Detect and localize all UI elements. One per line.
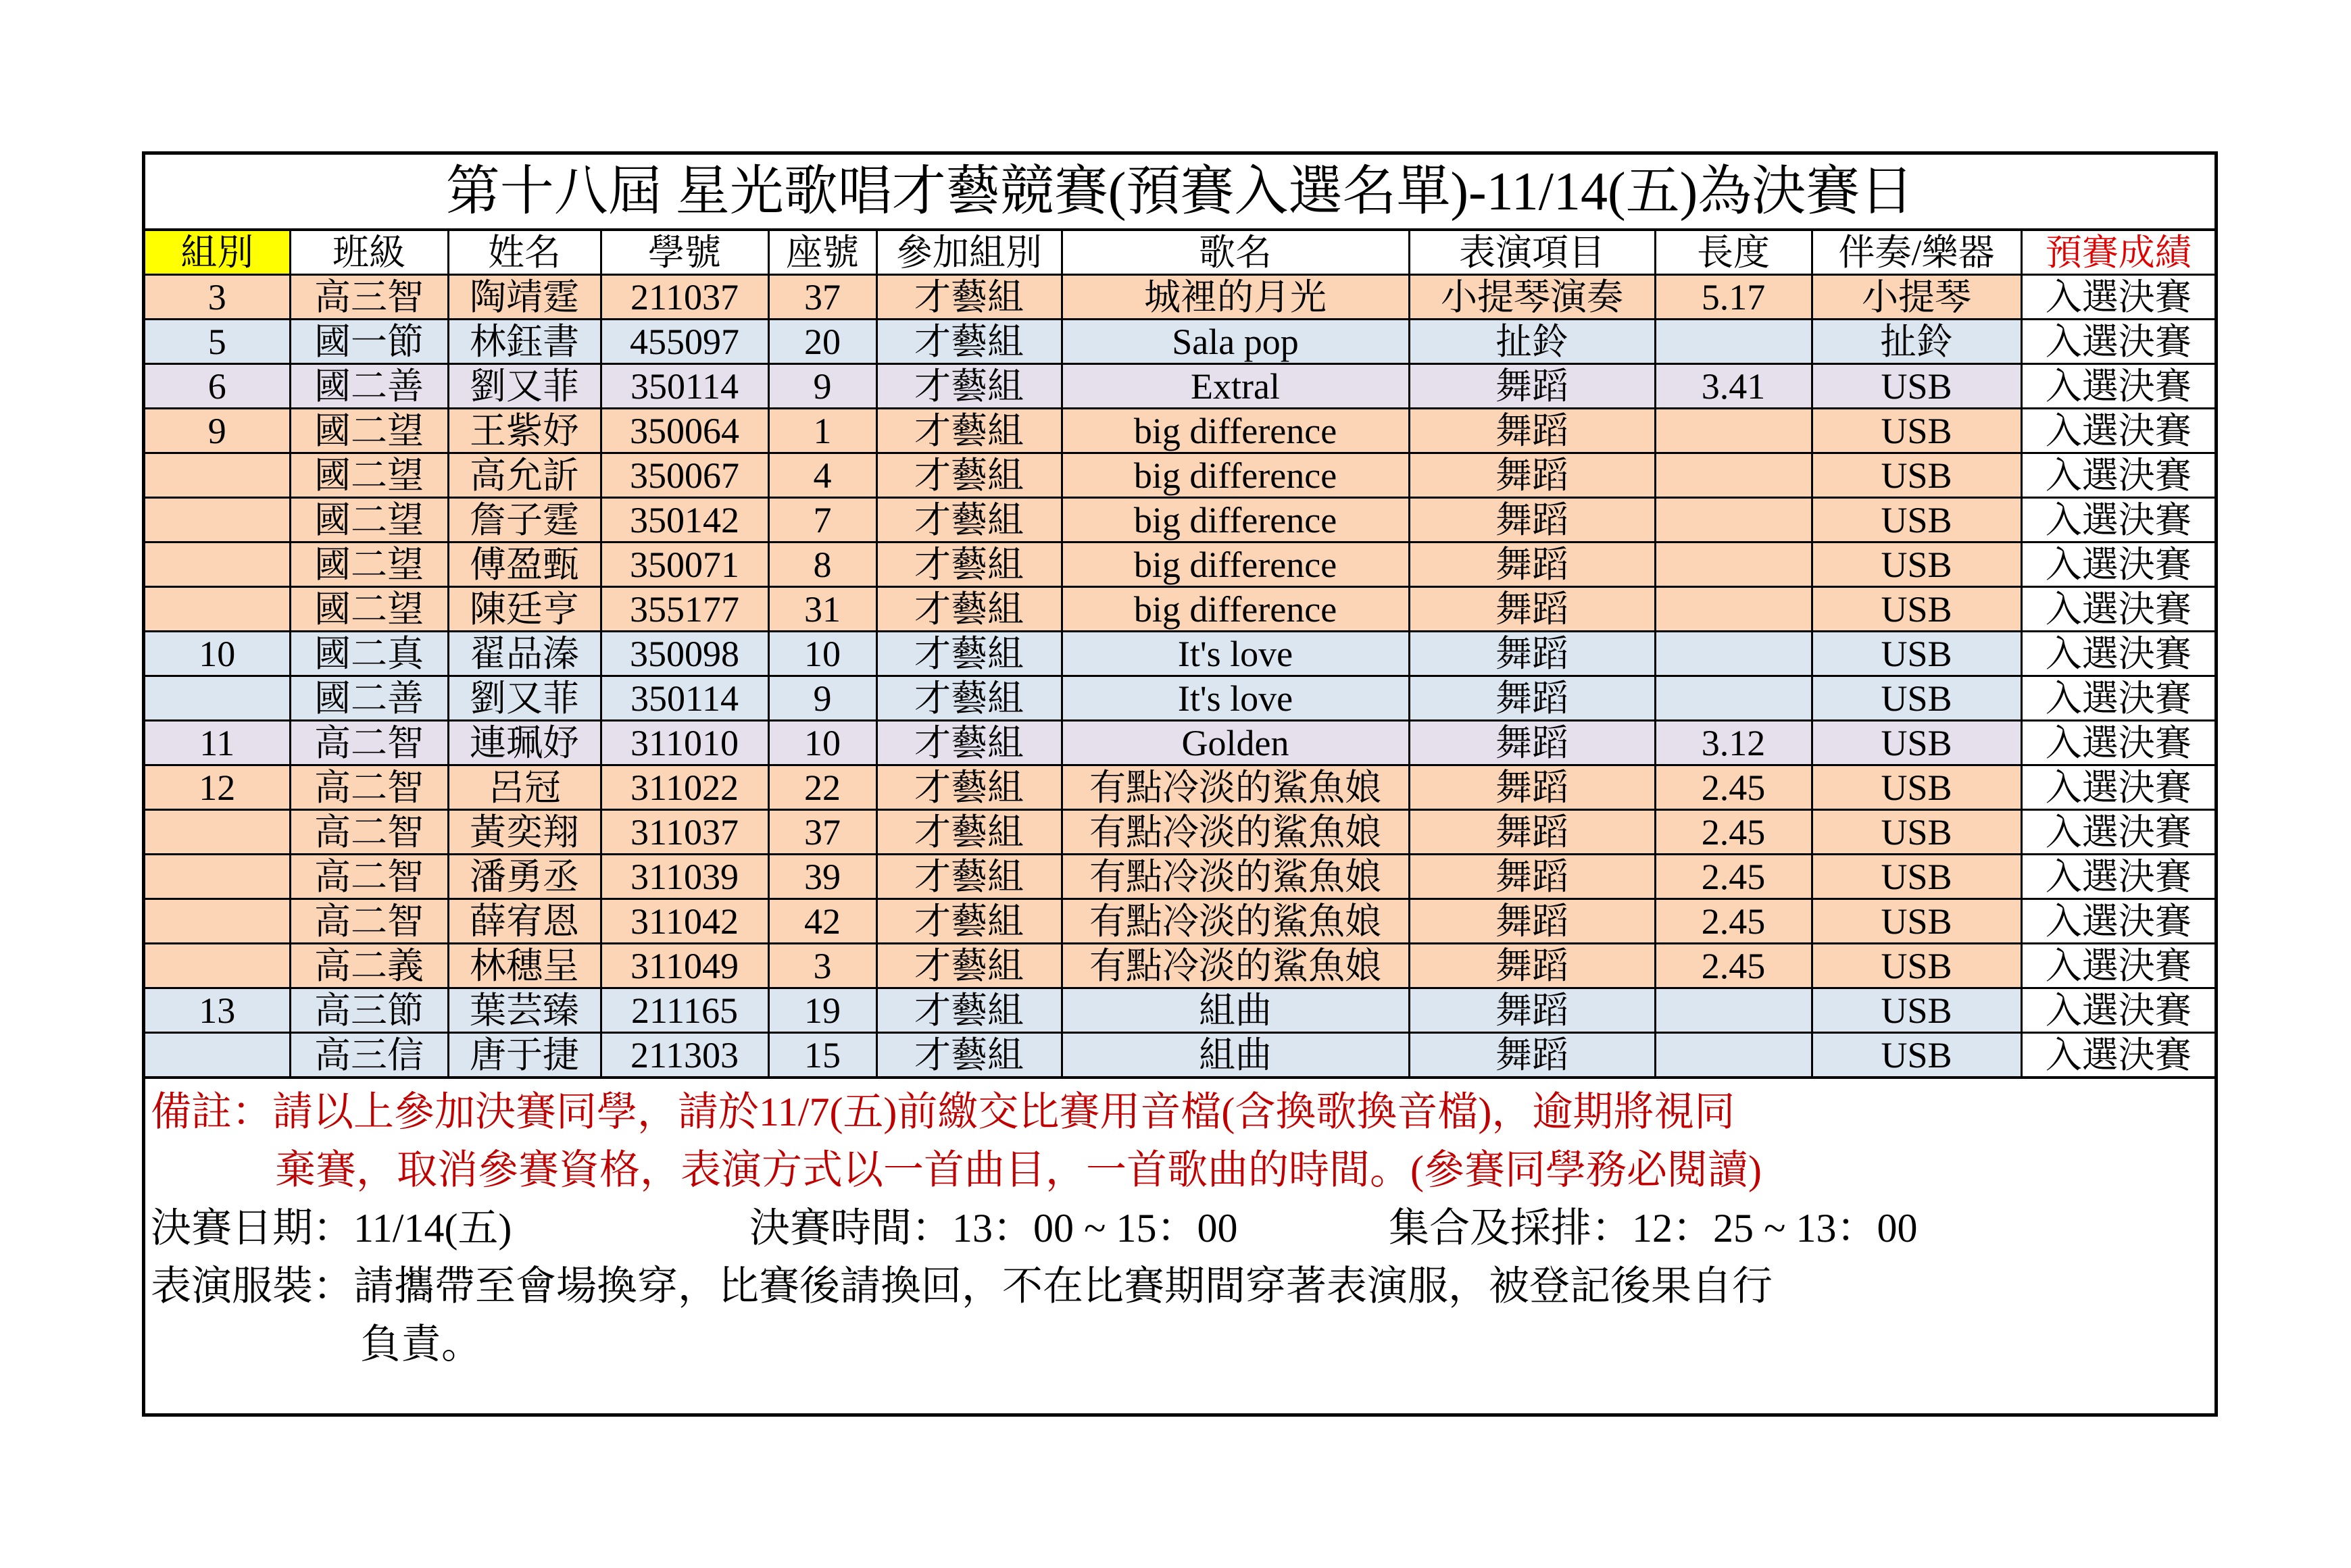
cell-length: 3.41 (1655, 364, 1812, 409)
header-group: 組別 (145, 231, 290, 275)
cell-name: 劉又菲 (448, 676, 601, 721)
table-row (145, 810, 2214, 855)
cell-student-id: 311049 (601, 944, 768, 988)
cell-accompaniment: USB (1812, 364, 2021, 409)
table-row (145, 765, 2214, 810)
cell-seat: 15 (768, 1033, 876, 1078)
cell-song: 有點冷淡的鯊魚娘 (1062, 855, 1409, 899)
cell-length (1655, 409, 1812, 453)
cell-result: 入選決賽 (2021, 721, 2214, 765)
cell-result: 入選決賽 (2021, 1033, 2214, 1078)
cell-student-id: 311042 (601, 899, 768, 944)
cell-song: big difference (1062, 453, 1409, 498)
cell-song: big difference (1062, 542, 1409, 587)
cell-student-id: 350064 (601, 409, 768, 453)
cell-performance: 舞蹈 (1409, 1033, 1655, 1078)
cell-accompaniment: USB (1812, 899, 2021, 944)
table-row (145, 320, 2214, 364)
cell-class: 高二智 (290, 721, 448, 765)
cell-result: 入選決賽 (2021, 988, 2214, 1033)
header-song: 歌名 (1062, 231, 1409, 275)
cell-result: 入選決賽 (2021, 453, 2214, 498)
cell-song: Sala pop (1062, 320, 1409, 364)
cell-accompaniment: 小提琴 (1812, 275, 2021, 320)
cell-seat: 9 (768, 676, 876, 721)
cell-seat: 31 (768, 587, 876, 632)
cell-seat: 19 (768, 988, 876, 1033)
cell-seat: 7 (768, 498, 876, 542)
cell-class: 國二善 (290, 676, 448, 721)
cell-group (145, 1033, 290, 1078)
cell-performance: 扯鈴 (1409, 320, 1655, 364)
table-row (145, 364, 2214, 409)
cell-category: 才藝組 (876, 320, 1062, 364)
cell-seat: 1 (768, 409, 876, 453)
cell-accompaniment: USB (1812, 944, 2021, 988)
cell-group: 10 (145, 632, 290, 676)
cell-student-id: 350071 (601, 542, 768, 587)
cell-category: 才藝組 (876, 453, 1062, 498)
cell-accompaniment: USB (1812, 632, 2021, 676)
cell-group: 11 (145, 721, 290, 765)
cell-seat: 8 (768, 542, 876, 587)
cell-performance: 舞蹈 (1409, 632, 1655, 676)
cell-length (1655, 676, 1812, 721)
cell-accompaniment: 扯鈴 (1812, 320, 2021, 364)
cell-song: 有點冷淡的鯊魚娘 (1062, 810, 1409, 855)
cell-song: big difference (1062, 409, 1409, 453)
remark-line-1: 備註：請以上參加決賽同學，請於11/7(五)前繳交比賽用音檔(含換歌換音檔)，逾期將視同 (151, 1090, 1735, 1134)
cell-name: 唐于捷 (448, 1033, 601, 1078)
cell-result: 入選決賽 (2021, 587, 2214, 632)
cell-result: 入選決賽 (2021, 275, 2214, 320)
cell-accompaniment: USB (1812, 810, 2021, 855)
cell-group (145, 498, 290, 542)
cell-name: 薛宥恩 (448, 899, 601, 944)
cell-accompaniment: USB (1812, 542, 2021, 587)
cell-student-id: 211303 (601, 1033, 768, 1078)
cell-class: 國二善 (290, 364, 448, 409)
cell-performance: 舞蹈 (1409, 587, 1655, 632)
cell-accompaniment: USB (1812, 988, 2021, 1033)
cell-song: It's love (1062, 632, 1409, 676)
table-row (145, 409, 2214, 453)
header-accompaniment: 伴奏/樂器 (1812, 231, 2021, 275)
cell-length: 2.45 (1655, 855, 1812, 899)
cell-student-id: 355177 (601, 587, 768, 632)
results-sheet (142, 151, 2218, 1417)
cell-result: 入選決賽 (2021, 542, 2214, 587)
cell-category: 才藝組 (876, 587, 1062, 632)
cell-student-id: 211165 (601, 988, 768, 1033)
cell-seat: 42 (768, 899, 876, 944)
cell-length: 5.17 (1655, 275, 1812, 320)
header-length: 長度 (1655, 231, 1812, 275)
cell-length (1655, 498, 1812, 542)
cell-group (145, 676, 290, 721)
cell-performance: 舞蹈 (1409, 498, 1655, 542)
costume-line-1: 表演服裝：請攜帶至會場換穿，比賽後請換回，不在比賽期間穿著表演服，被登記後果自行 (151, 1264, 1773, 1309)
cell-result: 入選決賽 (2021, 765, 2214, 810)
cell-class: 高二智 (290, 765, 448, 810)
cell-name: 王紫妤 (448, 409, 601, 453)
cell-group (145, 855, 290, 899)
cell-class: 國二望 (290, 453, 448, 498)
table-row (145, 1033, 2214, 1078)
cell-length (1655, 1033, 1812, 1078)
cell-accompaniment: USB (1812, 587, 2021, 632)
cell-student-id: 455097 (601, 320, 768, 364)
cell-name: 黃奕翔 (448, 810, 601, 855)
cell-category: 才藝組 (876, 944, 1062, 988)
cell-category: 才藝組 (876, 765, 1062, 810)
cell-performance: 小提琴演奏 (1409, 275, 1655, 320)
cell-group: 9 (145, 409, 290, 453)
cell-name: 陳廷亨 (448, 587, 601, 632)
cell-category: 才藝組 (876, 275, 1062, 320)
cell-result: 入選決賽 (2021, 632, 2214, 676)
costume-line-2: 負責。 (360, 1322, 482, 1367)
table-row (145, 988, 2214, 1033)
cell-group: 12 (145, 765, 290, 810)
cell-seat: 3 (768, 944, 876, 988)
cell-name: 詹子霆 (448, 498, 601, 542)
cell-class: 高三節 (290, 988, 448, 1033)
header-performance: 表演項目 (1409, 231, 1655, 275)
cell-class: 高二智 (290, 810, 448, 855)
cell-seat: 22 (768, 765, 876, 810)
cell-result: 入選決賽 (2021, 944, 2214, 988)
cell-student-id: 311022 (601, 765, 768, 810)
cell-performance: 舞蹈 (1409, 765, 1655, 810)
final-date: 決賽日期：11/14(五) (151, 1206, 512, 1250)
cell-length: 2.45 (1655, 765, 1812, 810)
cell-category: 才藝組 (876, 721, 1062, 765)
cell-length (1655, 632, 1812, 676)
cell-length (1655, 587, 1812, 632)
cell-name: 傅盈甄 (448, 542, 601, 587)
header-name: 姓名 (448, 231, 601, 275)
cell-name: 潘勇丞 (448, 855, 601, 899)
cell-result: 入選決賽 (2021, 364, 2214, 409)
cell-song: big difference (1062, 498, 1409, 542)
cell-student-id: 211037 (601, 275, 768, 320)
cell-class: 高三信 (290, 1033, 448, 1078)
finalists-table (145, 231, 2214, 1079)
cell-category: 才藝組 (876, 364, 1062, 409)
cell-class: 高二智 (290, 855, 448, 899)
cell-group: 6 (145, 364, 290, 409)
cell-class: 國二望 (290, 498, 448, 542)
cell-class: 高三智 (290, 275, 448, 320)
notes-section (145, 1079, 2214, 1373)
cell-song: 城裡的月光 (1062, 275, 1409, 320)
cell-group (145, 810, 290, 855)
cell-performance: 舞蹈 (1409, 721, 1655, 765)
cell-name: 呂冠 (448, 765, 601, 810)
cell-seat: 39 (768, 855, 876, 899)
table-row (145, 899, 2214, 944)
cell-result: 入選決賽 (2021, 676, 2214, 721)
cell-class: 國二真 (290, 632, 448, 676)
cell-group: 5 (145, 320, 290, 364)
cell-name: 林鈺書 (448, 320, 601, 364)
cell-length: 2.45 (1655, 899, 1812, 944)
cell-result: 入選決賽 (2021, 810, 2214, 855)
schedule-line (151, 1199, 2214, 1257)
cell-result: 入選決賽 (2021, 498, 2214, 542)
cell-seat: 4 (768, 453, 876, 498)
table-row (145, 676, 2214, 721)
cell-accompaniment: USB (1812, 409, 2021, 453)
cell-category: 才藝組 (876, 988, 1062, 1033)
cell-performance: 舞蹈 (1409, 988, 1655, 1033)
final-time: 決賽時間：13：00 ~ 15：00 (749, 1206, 1238, 1250)
cell-student-id: 311037 (601, 810, 768, 855)
cell-accompaniment: USB (1812, 498, 2021, 542)
cell-class: 國二望 (290, 587, 448, 632)
cell-performance: 舞蹈 (1409, 855, 1655, 899)
table-row (145, 275, 2214, 320)
cell-student-id: 350067 (601, 453, 768, 498)
header-result: 預賽成績 (2021, 231, 2214, 275)
cell-result: 入選決賽 (2021, 320, 2214, 364)
cell-song: 有點冷淡的鯊魚娘 (1062, 899, 1409, 944)
cell-group (145, 453, 290, 498)
cell-category: 才藝組 (876, 409, 1062, 453)
cell-accompaniment: USB (1812, 721, 2021, 765)
cell-class: 高二義 (290, 944, 448, 988)
cell-student-id: 350098 (601, 632, 768, 676)
cell-song: Extral (1062, 364, 1409, 409)
cell-seat: 10 (768, 632, 876, 676)
table-row (145, 721, 2214, 765)
cell-seat: 20 (768, 320, 876, 364)
cell-accompaniment: USB (1812, 453, 2021, 498)
cell-category: 才藝組 (876, 855, 1062, 899)
cell-name: 連珮妤 (448, 721, 601, 765)
cell-category: 才藝組 (876, 810, 1062, 855)
cell-result: 入選決賽 (2021, 409, 2214, 453)
cell-name: 葉芸臻 (448, 988, 601, 1033)
cell-performance: 舞蹈 (1409, 944, 1655, 988)
cell-performance: 舞蹈 (1409, 409, 1655, 453)
page-title: 第十八屆 星光歌唱才藝競賽(預賽入選名單)-11/14(五)為決賽日 (145, 155, 2214, 231)
cell-seat: 10 (768, 721, 876, 765)
cell-accompaniment: USB (1812, 676, 2021, 721)
cell-song: 有點冷淡的鯊魚娘 (1062, 944, 1409, 988)
cell-accompaniment: USB (1812, 1033, 2021, 1078)
cell-class: 國一節 (290, 320, 448, 364)
cell-category: 才藝組 (876, 899, 1062, 944)
cell-performance: 舞蹈 (1409, 542, 1655, 587)
cell-seat: 9 (768, 364, 876, 409)
table-row (145, 542, 2214, 587)
cell-length (1655, 542, 1812, 587)
cell-length: 2.45 (1655, 810, 1812, 855)
cell-result: 入選決賽 (2021, 899, 2214, 944)
table-row (145, 453, 2214, 498)
cell-song: Golden (1062, 721, 1409, 765)
cell-group: 3 (145, 275, 290, 320)
header-seat: 座號 (768, 231, 876, 275)
header-row (145, 231, 2214, 275)
cell-group (145, 899, 290, 944)
cell-student-id: 350114 (601, 676, 768, 721)
cell-length (1655, 453, 1812, 498)
cell-student-id: 350114 (601, 364, 768, 409)
cell-performance: 舞蹈 (1409, 676, 1655, 721)
cell-group (145, 587, 290, 632)
cell-song: 組曲 (1062, 988, 1409, 1033)
header-class: 班級 (290, 231, 448, 275)
cell-song: big difference (1062, 587, 1409, 632)
cell-song: It's love (1062, 676, 1409, 721)
cell-name: 劉又菲 (448, 364, 601, 409)
cell-performance: 舞蹈 (1409, 810, 1655, 855)
cell-student-id: 311010 (601, 721, 768, 765)
cell-seat: 37 (768, 275, 876, 320)
cell-result: 入選決賽 (2021, 855, 2214, 899)
cell-student-id: 350142 (601, 498, 768, 542)
cell-length (1655, 988, 1812, 1033)
cell-group: 13 (145, 988, 290, 1033)
cell-performance: 舞蹈 (1409, 899, 1655, 944)
cell-category: 才藝組 (876, 542, 1062, 587)
cell-performance: 舞蹈 (1409, 364, 1655, 409)
cell-song: 組曲 (1062, 1033, 1409, 1078)
table-row (145, 944, 2214, 988)
cell-name: 林穗呈 (448, 944, 601, 988)
cell-student-id: 311039 (601, 855, 768, 899)
cell-category: 才藝組 (876, 632, 1062, 676)
table-row (145, 632, 2214, 676)
header-category: 參加組別 (876, 231, 1062, 275)
cell-category: 才藝組 (876, 1033, 1062, 1078)
cell-performance: 舞蹈 (1409, 453, 1655, 498)
table-row (145, 855, 2214, 899)
cell-length: 2.45 (1655, 944, 1812, 988)
cell-class: 國二望 (290, 409, 448, 453)
cell-group (145, 542, 290, 587)
cell-seat: 37 (768, 810, 876, 855)
remark-line-2: 棄賽，取消參賽資格，表演方式以一首曲目，一首歌曲的時間。(參賽同學務必閱讀) (275, 1148, 1762, 1192)
cell-class: 國二望 (290, 542, 448, 587)
rehearsal-time: 集合及採排：12：25 ~ 13：00 (1389, 1206, 1918, 1250)
table-row (145, 587, 2214, 632)
cell-name: 陶靖霆 (448, 275, 601, 320)
cell-song: 有點冷淡的鯊魚娘 (1062, 765, 1409, 810)
cell-class: 高二智 (290, 899, 448, 944)
table-row (145, 498, 2214, 542)
cell-category: 才藝組 (876, 676, 1062, 721)
header-student-id: 學號 (601, 231, 768, 275)
cell-group (145, 944, 290, 988)
cell-category: 才藝組 (876, 498, 1062, 542)
cell-name: 高允訢 (448, 453, 601, 498)
cell-length (1655, 320, 1812, 364)
cell-length: 3.12 (1655, 721, 1812, 765)
cell-name: 翟品溱 (448, 632, 601, 676)
cell-accompaniment: USB (1812, 855, 2021, 899)
cell-accompaniment: USB (1812, 765, 2021, 810)
